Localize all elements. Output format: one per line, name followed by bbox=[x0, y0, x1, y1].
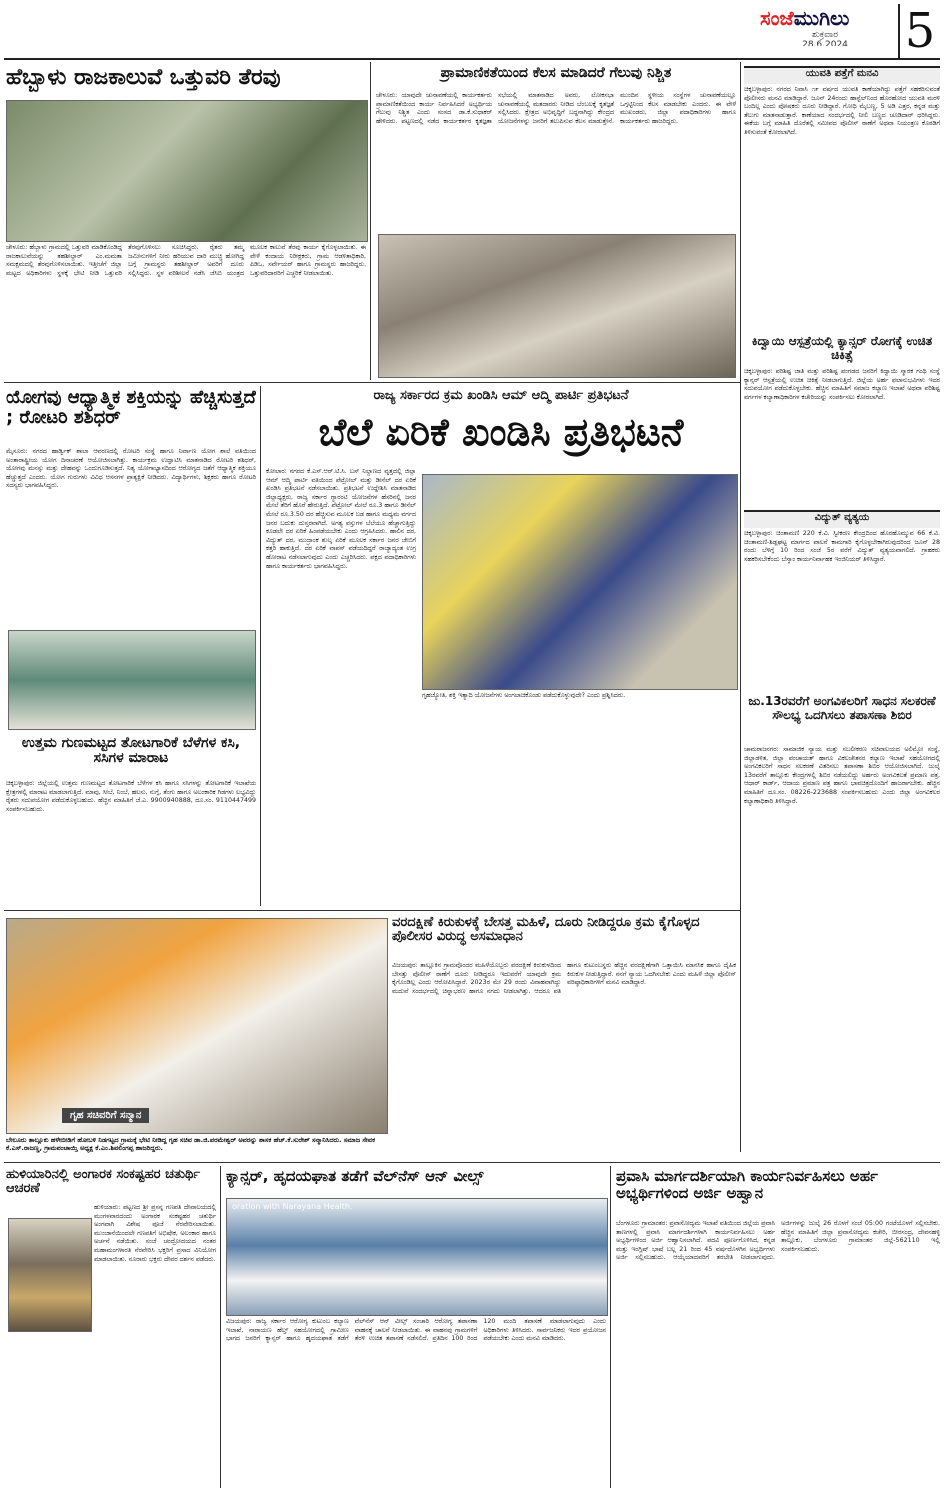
headline-totagarike: ಉತ್ತಮ ಗುಣಮಟ್ಟದ ತೋಟಗಾರಿಕೆ ಬೆಳೆಗಳ ಕಸಿ, ಸಸಿಗಳ ಮಾರಾಟ bbox=[21, 736, 241, 767]
headline-shibira: ಜು.13ರವರೆಗೆ ಅಂಗವಿಕಲರಿಗೆ ಸಾಧನ ಸಲಕರಣೆ ಸೌಲಭ್ಯ ಒದಗಿಸಲು ತಪಾಸಣಾ ಶಿಬಿರ bbox=[748, 694, 936, 722]
photo-aap-rally bbox=[422, 474, 738, 690]
photo-home-minister-felicitation bbox=[6, 918, 388, 1134]
photo-jcb-canal bbox=[6, 100, 368, 242]
photo-ganapati-idol bbox=[8, 1218, 92, 1332]
page-number: 5 bbox=[898, 4, 940, 58]
section-rule bbox=[4, 382, 740, 383]
section-rule bbox=[4, 910, 740, 911]
caption-griha-sachiva: ಬೇಲೂರು ತಾಲ್ಲೂಕು ಹಳೇಬೀಡಿಗೆ ಹೋಬಳಿ ನಿಡಗಟ್ಟದ ಗ್ರಾಮಕ್ಕೆ ಭೇಟಿ ನೀಡಿದ್ದ ಗೃಹ ಸಚಿವ ಡಾ.ಜಿ.ಪರಮೇಶ್ವರ್ ಅವರನ್ನು ಶಾಸಕ ಹೆಚ್.ಕೆ.ಸುರೇಶ್ ಸನ್ಮಾನಿಸಿದರು. ಸಮಾಜ ಸೇವಕ ಕೆ.ಎಸ್.ರಾಜಣ್ಣ, ಗ್ರಾಮಪಂಚಾಯ್ತಿ ಅಧ್ಯಕ್ಷ ಕೆ.ಎಂ.ಶಿವಲಿಂಗಪ್ಪ ಹಾಜರಿದ್ದರು. bbox=[6, 1136, 376, 1152]
article-wellness-body: ವಿಜಯಪುರ: ರಾಜ್ಯ ಸರ್ಕಾರ ಆರೋಗ್ಯ ಕುಟುಂಬ ಕಲ್ಯಾಣ ಇಲಾಖೆ, ನಾರಾಯಣ ಹೆಲ್ತ್ ಸಹಯೋಗದಲ್ಲಿ ಗ್ರಾಮೀಣ ಭಾಗದ ಜನರಿಗೆ ಕ್ಯಾನ್ಸರ್ ಹಾಗೂ ಹೃದಯಘಾತ ತಡೆಗೆ ವೆಲ್‌ನೆಸ್ ಆನ್ ವೀಲ್ಸ್ ಸಂಚಾರಿ ಆರೋಗ್ಯ ತಪಾಸಣಾ ವಾಹನಕ್ಕೆ ಚಾಲನೆ ನೀಡಲಾಯಿತು. ಈ ವಾಹನವು ಗ್ರಾಮಗಳಿಗೆ ತೆರಳಿ ಉಚಿತ ತಪಾಸಣೆ ನಡೆಸಲಿದೆ. ಪ್ರತಿದಿನ 100 ರಿಂದ 120 ಮಂದಿ ತಪಾಸಣೆ ಮಾಡಲಾಗುವುದು ಎಂದು ಅಧಿಕಾರಿಗಳು ತಿಳಿಸಿದರು. ಸಾರ್ವಜನಿಕರು ಇದರ ಪ್ರಯೋಜನ ಪಡೆಯಬೇಕು ಎಂದು ಮನವಿ ಮಾಡಿದರು. bbox=[226, 1318, 606, 1343]
headline-yoga: ಯೋಗವು ಆಧ್ಯಾತ್ಮಿಕ ಶಕ್ತಿಯನ್ನು ಹೆಚ್ಚಿಸುತ್ತದೆ ; ರೋಟರಿ ಶಶಿಧರ್ bbox=[6, 388, 256, 428]
article-pramanikate-body: ಚೇಳೂರು: ಯಾವುದೇ ಚುನಾವಣೆಯಲ್ಲಿ ಕಾರ್ಯಕರ್ತರು ಪ್ರಾಮಾಣಿಕತೆಯಿಂದ ಕಾರ್ಯ ನಿರ್ವಹಿಸಿದರೆ ಅಭ್ಯರ್ಥಿಯ ಗೆಲುವು ನಿಶ್ಚಿತ ಎಂದು ಸಂಸದ ಡಾ.ಕೆ.ಸುಧಾಕರ್ ಹೇಳಿದರು. ಪಟ್ಟಣದಲ್ಲಿ ನಡೆದ ಕಾರ್ಯಕರ್ತರ ಕೃತಜ್ಞತಾ ಸಭೆಯಲ್ಲಿ ಮಾತನಾಡಿದ ಅವರು, ಲೋಕಸಭಾ ಚುನಾವಣೆಯಲ್ಲಿ ಮತದಾರರು ನೀಡಿದ ಬೆಂಬಲಕ್ಕೆ ಕೃತಜ್ಞತೆ ಸಲ್ಲಿಸಿದರು. ಕ್ಷೇತ್ರದ ಅಭಿವೃದ್ಧಿಗೆ ಬದ್ಧನಾಗಿದ್ದು ಕೇಂದ್ರದ ಯೋಜನೆಗಳನ್ನು ಜನರಿಗೆ ತಲುಪಿಸುವ ಕೆಲಸ ಮಾಡುತ್ತೇನೆ. ಮುಂದಿನ ಸ್ಥಳೀಯ ಸಂಸ್ಥೆಗಳ ಚುನಾವಣೆಯಲ್ಲೂ ಒಗ್ಗಟ್ಟಿನಿಂದ ಕೆಲಸ ಮಾಡಬೇಕು ಎಂದರು. ಈ ವೇಳೆ ಮುಖಂಡರು, ಜಿಲ್ಲಾ ಪದಾಧಿಕಾರಿಗಳು ಹಾಗೂ ಕಾರ್ಯಕರ್ತರು ಹಾಜರಿದ್ದರು. bbox=[376, 92, 736, 125]
article-bele-erike-caption: ಗೃಹಜ್ಯೋತಿ, ಶಕ್ತಿ ಇತ್ಯಾದಿ ಯೋಜನೆಗಳು ಅಂಗಲಾಚಿಕೊಂಡು ಪಡೆದುಕೊಳ್ಳುವುದೇ? ಎಂದು ಪ್ರಶ್ನಿಸಿದರು. bbox=[422, 692, 626, 699]
photo-tag-griha-sachiva: ಗೃಹ ಸಚಿವರಿಗೆ ಸನ್ಮಾನ bbox=[62, 1108, 149, 1123]
headline-pravasi: ಪ್ರವಾಸಿ ಮಾರ್ಗದರ್ಶಿಯಾಗಿ ಕಾರ್ಯನಿರ್ವಹಿಸಲು ಅರ್ಹ ಅಭ್ಯರ್ಥಿಗಳಿಂದ ಅರ್ಜಿ ಅಹ್ವಾನ bbox=[616, 1168, 878, 1202]
article-huliyar-body: ಹುಳಿಯಾರು: ಪಟ್ಟಣದ ಶ್ರೀ ಪ್ರಸನ್ನ ಗಣಪತಿ ದೇವಾಲಯದಲ್ಲಿ ಮಂಗಳವಾರದಂದು ಅಂಗಾರಕ ಸಂಕಷ್ಟಹರ ಚತುರ್ಥಿ ಅಂಗವಾಗಿ ವಿಶೇಷ ಪೂಜೆ ನೆರವೇರಿಸಲಾಯಿತು. ಮುಂಜಾನೆಯಿಂದಲೇ ಗಣಪತಿಗೆ ಅಭಿಷೇಕ, ಅಲಂಕಾರ ಹಾಗೂ ಅರ್ಚನೆ ನಡೆಯಿತು. ಸಂಜೆ ಚಂದ್ರೋದಯದ ನಂತರ ಮಹಾಮಂಗಳಾರತಿ ನೆರವೇರಿಸಿ ಭಕ್ತರಿಗೆ ಪ್ರಸಾದ ವಿನಿಯೋಗ ಮಾಡಲಾಯಿತು. ನೂರಾರು ಭಕ್ತರು ದೇವರ ದರ್ಶನ ಪಡೆದರು. bbox=[94, 1204, 216, 1263]
headline-varadakshine: ವರದಕ್ಷಿಣೆ ಕಿರುಕುಳಕ್ಕೆ ಬೇಸತ್ತ ಮಹಿಳೆ, ದೂರು ನೀಡಿದ್ದರೂ ಕ್ರಮ ಕೈಗೊಳ್ಳದ ಪೊಲೀಸರ ವಿರುದ್ಧ ಅಸಮಾಧಾನ bbox=[392, 916, 700, 945]
article-totagarike-body: ಚಿಕ್ಕಬಳ್ಳಾಪುರ: ಜಿಲ್ಲೆಯಲ್ಲಿ ಉತ್ತಮ ಗುಣಮಟ್ಟದ ತೋಟಗಾರಿಕೆ ಬೆಳೆಗಳ ಕಸಿ ಹಾಗೂ ಸಸಿಗಳನ್ನು ತೋಟಗಾರಿಕೆ ಇಲಾಖೆಯ ಕ್ಷೇತ್ರಗಳಲ್ಲಿ ಮಾರಾಟ ಮಾಡಲಾಗುತ್ತಿದೆ. ಮಾವು, ಸೀಬೆ, ನಿಂಬೆ, ಹಲಸು, ನುಗ್ಗೆ, ತೆಂಗು ಹಾಗೂ ಅಲಂಕಾರಿಕ ಗಿಡಗಳು ಲಭ್ಯವಿದ್ದು ರೈತರು ಸದುಪಯೋಗ ಪಡೆದುಕೊಳ್ಳಬಹುದು. ಹೆಚ್ಚಿನ ಮಾಹಿತಿಗೆ ಜೆ.ಎ. 9900940888, ದೂ.ಸಂ. 9110447499 ಸಂಪರ್ಕಿಸಬಹುದು. bbox=[6, 780, 256, 813]
article-kidwai-body: ಚಿಕ್ಕಬಳ್ಳಾಪುರ: ಪರಿಶಿಷ್ಟ ಜಾತಿ ಮತ್ತು ಪರಿಶಿಷ್ಟ ಪಂಗಡದ ಜನರಿಗೆ ಕಿದ್ವಾಯಿ ಸ್ಮಾರಕ ಗಂಥಿ ಸಂಸ್ಥೆ ಕ್ಯಾನ್ಸರ್ ಆಸ್ಪತ್ರೆಯಲ್ಲಿ ಉಚಿತ ಚಿಕಿತ್ಸೆ ನೀಡಲಾಗುತ್ತಿದೆ. ಜಿಲ್ಲೆಯ ಅರ್ಹ ಫಲಾನುಭವಿಗಳು ಇದರ ಸದುಪಯೋಗ ಪಡೆದುಕೊಳ್ಳಬೇಕು. ಹೆಚ್ಚಿನ ಮಾಹಿತಿಗೆ ಸಮಾಜ ಕಲ್ಯಾಣ ಇಲಾಖೆ ಅಥವಾ ಪರಿಶಿಷ್ಟ ವರ್ಗಗಳ ಕಲ್ಯಾಣಾಧಿಕಾರಿಗಳ ಕಚೇರಿಯನ್ನು ಸಂಪರ್ಕಿಸಲು ಕೋರಲಾಗಿದೆ. bbox=[744, 368, 940, 401]
kicker-vidyut: ವಿದ್ಯುತ್ ವ್ಯತ್ಯಯ bbox=[744, 510, 940, 528]
article-vidyut-body: ಚಿಕ್ಕಬಳ್ಳಾಪುರ: ಚಿಂತಾಮಣಿ 220 ಕೆ.ವಿ. ಸ್ವೀಕರಣ ಕೇಂದ್ರದಿಂದ ಹೊರಹೊಮ್ಮುವ 66 ಕೆ.ವಿ. ಚಿಂತಾಮಣಿ-ಶಿಡ್ಲಘಟ್ಟ ಮಾರ್ಗದ ಪಾಲನೆ ಕಾಮಗಾರಿ ಕೈಗೊಳ್ಳಬೇಕಾಗಿರುವುದರಿಂದ ಜೂನ್ 28 ರಂದು ಬೆಳಿಗ್ಗೆ 10 ರಿಂದ ಸಂಜೆ 5ರ ವರೆಗೆ ವಿದ್ಯುತ್ ವ್ಯತ್ಯಯವಾಗಲಿದೆ. ಗ್ರಾಹಕರು ಸಹಕರಿಸಬೇಕೆಂದು ಬೆಸ್ಕಾಂ ಕಾರ್ಯನಿರ್ವಾಹಕ ಇಂಜಿನಿಯರ್ ತಿಳಿಸಿದ್ದಾರೆ. bbox=[744, 530, 940, 563]
headline-huliyar: ಹುಳಿಯಾರಿನಲ್ಲಿ ಅಂಗಾರಕ ಸಂಕಷ್ಟಹರ ಚತುರ್ಥಿ ಆಚರಣೆ bbox=[6, 1168, 201, 1197]
photo-yoga-class bbox=[8, 630, 256, 730]
headline-wellness: ಕ್ಯಾನ್ಸರ್, ಹೃದಯಘಾತ ತಡೆಗೆ ವೆಲ್‌ನೆಸ್ ಆನ್ ವೀಲ್ಸ್ bbox=[226, 1168, 484, 1185]
article-varadakshine-body: ವಿಜಯಪುರ: ತಾಲ್ಲೂಕಿನ ಗ್ರಾಮವೊಂದರ ಮಹಿಳೆಯೊಬ್ಬರು ವರದಕ್ಷಿಣೆ ಕಿರುಕುಳದಿಂದ ಬೇಸತ್ತು ಪೊಲೀಸ್ ಠಾಣೆಗೆ ದೂರು ನೀಡಿದ್ದರೂ ಇದುವರೆಗೆ ಯಾವುದೇ ಕ್ರಮ ಕೈಗೊಂಡಿಲ್ಲ ಎಂದು ಆರೋಪಿಸಿದ್ದಾರೆ. 2023ರ ಮೇ 29 ರಂದು ವಿವಾಹವಾಗಿದ್ದು ಮದುವೆ ಸಂದರ್ಭದಲ್ಲಿ ಚಿನ್ನಾಭರಣ ಹಾಗೂ ನಗದು ನೀಡಲಾಗಿತ್ತು. ಆದರೂ ಪತಿ ಹಾಗೂ ಕುಟುಂಬಸ್ಥರು ಹೆಚ್ಚಿನ ವರದಕ್ಷಿಣೆಗಾಗಿ ಒತ್ತಾಯಿಸಿ ಮಾನಸಿಕ ಹಾಗೂ ದೈಹಿಕ ಕಿರುಕುಳ ನೀಡುತ್ತಿದ್ದಾರೆ. ನನಗೆ ನ್ಯಾಯ ಒದಗಿಸಬೇಕು ಎಂದು ಮಹಿಳೆ ಜಿಲ್ಲಾ ಪೊಲೀಸ್ ವರಿಷ್ಠಾಧಿಕಾರಿಗಳಿಗೆ ಮನವಿ ಮಾಡಿದ್ದಾರೆ. bbox=[392, 962, 736, 995]
headline-pramanikate: ಪ್ರಾಮಾಣಿಕತೆಯಿಂದ ಕೆಲಸ ಮಾಡಿದರೆ ಗೆಲುವು ನಿಶ್ಚಿತ bbox=[440, 66, 672, 81]
article-pravasi-body: ಬೆಂಗಳೂರು ಗ್ರಾಮಾಂತರ: ಪ್ರವಾಸೋದ್ಯಮ ಇಲಾಖೆ ವತಿಯಿಂದ ಜಿಲ್ಲೆಯ ಪ್ರವಾಸಿ ತಾಣಗಳಲ್ಲಿ ಪ್ರವಾಸಿ ಮಾರ್ಗದರ್ಶಿಗಳಾಗಿ ಕಾರ್ಯನಿರ್ವಹಿಸಲು ಅರ್ಹ ಅಭ್ಯರ್ಥಿಗಳಿಂದ ಅರ್ಜಿ ಆಹ್ವಾನಿಸಲಾಗಿದೆ. ಪದವಿ ಪೂರ್ಣಗೊಳಿಸಿದ, ಕನ್ನಡ ಮತ್ತು ಇಂಗ್ಲಿಷ್ ಭಾಷೆ ಬಲ್ಲ 21 ರಿಂದ 45 ವರ್ಷದೊಳಗಿನ ಅಭ್ಯರ್ಥಿಗಳು ಅರ್ಜಿ ಸಲ್ಲಿಸಬಹುದು. ಆಯ್ಕೆಯಾದವರಿಗೆ ತರಬೇತಿ ನೀಡಲಾಗುವುದು. ಅರ್ಜಿಗಳನ್ನು ಜುಲೈ 26 ರೊಳಗೆ ಸಂಜೆ 05:00 ಗಂಟೆಯೊಳಗೆ ಸಲ್ಲಿಸಬೇಕು. ಹೆಚ್ಚಿನ ಮಾಹಿತಿಗೆ ಜಿಲ್ಲಾ ಪ್ರವಾಸೋದ್ಯಮ ಕಚೇರಿ, ಬೀರಸಂದ್ರ, ದೇವನಹಳ್ಳಿ ತಾಲ್ಲೂಕು, ಬೆಂಗಳೂರು ಗ್ರಾಮಾಂತರ ಜಿಲ್ಲೆ-562110 ಇಲ್ಲಿ ಸಂಪರ್ಕಿಸಬಹುದು. bbox=[616, 1220, 940, 1262]
headline-kidwai: ಕಿದ್ವಾಯಿ ಆಸ್ಪತ್ರೆಯಲ್ಲಿ ಕ್ಯಾನ್ಸರ್ ರೋಗಕ್ಕೆ ಉಚಿತ ಚಿಕಿತ್ಸೆ bbox=[751, 334, 933, 362]
headline-bele-erike: ಬೆಲೆ ಏರಿಕೆ ಖಂಡಿಸಿ ಪ್ರತಿಭಟನೆ bbox=[318, 412, 684, 454]
column-divider bbox=[220, 1166, 221, 1488]
kicker-yuvati: ಯುವತಿ ಪತ್ತೆಗೆ ಮನವಿ bbox=[744, 66, 940, 84]
masthead-date: 28.6.2024 bbox=[802, 40, 848, 46]
column-divider bbox=[260, 386, 261, 906]
kicker-aap-protest: ರಾಜ್ಯ ಸರ್ಕಾರದ ಕ್ರಮ ಖಂಡಿಸಿ ಆಮ್ ಆದ್ಮಿ ಪಾರ್ಟಿ ಪ್ರತಿಭಟನೆ bbox=[373, 388, 629, 403]
masthead-weekday: ಶುಕ್ರವಾರ bbox=[812, 30, 838, 40]
article-shibira-body: ಚಾಮರಾಜನಗರ: ಸಾಮಾಜಿಕ ನ್ಯಾಯ ಮತ್ತು ಸಬಲೀಕರಣ ಸಚಿವಾಲಯದ ಅಲಿಮ್ಕೋ ಸಂಸ್ಥೆ, ಜಿಲ್ಲಾಡಳಿತ, ಜಿಲ್ಲಾ ಪಂಚಾಯತ್ ಹಾಗೂ ವಿಕಲಚೇತನರ ಕಲ್ಯಾಣ ಇಲಾಖೆ ಸಹಯೋಗದಲ್ಲಿ ಅಂಗವಿಕಲರಿಗೆ ಸಾಧನ ಸಲಕರಣೆ ವಿತರಿಸಲು ತಪಾಸಣಾ ಶಿಬಿರ ಆಯೋಜಿಸಲಾಗಿದೆ. ಜುಲೈ 13ರವರೆಗೆ ತಾಲ್ಲೂಕು ಕೇಂದ್ರಗಳಲ್ಲಿ ಶಿಬಿರ ನಡೆಯಲಿದ್ದು ಅರ್ಹರು ಅಂಗವಿಕಲತೆ ಪ್ರಮಾಣ ಪತ್ರ, ಆಧಾರ್ ಕಾರ್ಡ್, ಆದಾಯ ಪ್ರಮಾಣ ಪತ್ರ ಹಾಗೂ ಭಾವಚಿತ್ರದೊಂದಿಗೆ ಹಾಜರಾಗಬೇಕು. ಹೆಚ್ಚಿನ ಮಾಹಿತಿಗೆ ದೂ.ಸಂ. 08226-223688 ಸಂಪರ್ಕಿಸಬಹುದು ಎಂದು ಜಿಲ್ಲಾ ಅಂಗವಿಕಲರ ಕಲ್ಯಾಣಾಧಿಕಾರಿ ತಿಳಿಸಿದ್ದಾರೆ. bbox=[744, 746, 940, 805]
column-divider bbox=[610, 1166, 611, 1488]
article-bele-erike-body: ಕೋಲಾರ: ನಗರದ ಕೆ.ಎಸ್.ಆರ್.ಟಿ.ಸಿ. ಬಸ್ ನಿಲ್ದಾಣದ ವೃತ್ತದಲ್ಲಿ ಜಿಲ್ಲಾ ಆಮ್ ಆದ್ಮಿ ಪಾರ್ಟಿ ವತಿಯಿಂದ ಪೆಟ್ರೋಲ್ ಮತ್ತು ಡೀಸೆಲ್ ದರ ಏರಿಕೆ ಖಂಡಿಸಿ ಪ್ರತಿಭಟನೆ ನಡೆಸಲಾಯಿತು. ಪ್ರತಿಭಟನೆ ಉದ್ದೇಶಿಸಿ ಮಾತನಾಡಿದ ಜಿಲ್ಲಾಧ್ಯಕ್ಷರು, ರಾಜ್ಯ ಸರ್ಕಾರ ಗ್ಯಾರಂಟಿ ಯೋಜನೆಗಳ ಹೆಸರಿನಲ್ಲಿ ಜನರ ಮೇಲೆ ತೆರಿಗೆ ಹೊರೆ ಹೇರುತ್ತಿದೆ. ಪೆಟ್ರೋಲ್ ಮೇಲೆ ರೂ.3 ಹಾಗೂ ಡೀಸೆಲ್ ಮೇಲೆ ರೂ.3.50 ದರ ಹೆಚ್ಚಿಸುವ ಮೂಲಕ ಬಡ ಹಾಗೂ ಮಧ್ಯಮ ವರ್ಗದ ಜನರ ಬದುಕು ದುಸ್ತರವಾಗಿದೆ. ಅಗತ್ಯ ವಸ್ತುಗಳ ಬೆಲೆಯೂ ಹೆಚ್ಚಾಗುತ್ತಿದ್ದು ಕೂಡಲೇ ದರ ಏರಿಕೆ ಹಿಂಪಡೆಯಬೇಕು ಎಂದು ಆಗ್ರಹಿಸಿದರು. ಹಾಲಿನ ದರ, ವಿದ್ಯುತ್ ದರ, ಮುದ್ರಾಂಕ ಶುಲ್ಕ ಏರಿಕೆ ಮೂಲಕ ಸರ್ಕಾರ ಜನರ ಜೇಬಿಗೆ ಕತ್ತರಿ ಹಾಕುತ್ತಿದೆ. ದರ ಏರಿಕೆ ವಾಪಸ್ ಪಡೆಯದಿದ್ದರೆ ರಾಜ್ಯಾದ್ಯಂತ ಉಗ್ರ ಹೋರಾಟ ನಡೆಸಲಾಗುವುದು ಎಂದು ಎಚ್ಚರಿಸಿದರು. ಪಕ್ಷದ ಪದಾಧಿಕಾರಿಗಳು ಹಾಗೂ ಕಾರ್ಯಕರ್ತರು ಭಾಗವಹಿಸಿದ್ದರು. bbox=[266, 468, 416, 570]
headline-hebbalu: ಹೆಬ್ಬಾಳು ರಾಜಕಾಲುವೆ ಒತ್ತುವರಿ ತೆರವು bbox=[6, 66, 281, 90]
article-yuvati-body: ಚಿಕ್ಕಬಳ್ಳಾಪುರ: ನಗರದ ನಿವಾಸಿ ೧೯ ವರ್ಷದ ಯುವತಿ ಕಾಣೆಯಾಗಿದ್ದು ಪತ್ತೆಗೆ ಸಹಕರಿಸುವಂತೆ ಪೊಲೀಸರು ಮನವಿ ಮಾಡಿದ್ದಾರೆ. ಜೂನ್ 24ರಂದು ಹಾಸ್ಟೆಲ್‌ನಿಂದ ಹೊರಹೋದ ಯುವತಿ ಮರಳಿ ಬಂದಿಲ್ಲ ಎಂದು ಪೋಷಕರು ದೂರು ನೀಡಿದ್ದಾರೆ. ಗೋಧಿ ಮೈಬಣ್ಣ, 5 ಅಡಿ ಎತ್ತರ, ಕನ್ನಡ ಮತ್ತು ತೆಲುಗು ಮಾತನಾಡುತ್ತಾರೆ. ಕಾಣೆಯಾದ ಸಂದರ್ಭದಲ್ಲಿ ನೀಲಿ ಬಣ್ಣದ ಚೂಡಿದಾರ್ ಧರಿಸಿದ್ದರು. ಈಕೆಯ ಬಗ್ಗೆ ಮಾಹಿತಿ ದೊರೆತಲ್ಲಿ ಸಮೀಪದ ಪೊಲೀಸ್ ಠಾಣೆಗೆ ಅಥವಾ ನಿಯಂತ್ರಣ ಕೊಠಡಿಗೆ ತಿಳಿಸುವಂತೆ ಕೋರಲಾಗಿದೆ. bbox=[744, 86, 940, 136]
brand-sanje: ಸಂಜೆ bbox=[760, 6, 794, 30]
article-yoga-body: ಮೈಸೂರು: ನಗರದ ಹಾರ್ಡ್ವಿಕ್ ಶಾಲಾ ಆವರಣದಲ್ಲಿ ರೋಟರಿ ಸಂಸ್ಥೆ ಹಾಗೂ ನಿರ್ವಾಣ ಯೋಗ ಶಾಲೆ ವತಿಯಿಂದ ಅಂತಾರಾಷ್ಟ್ರೀಯ ಯೋಗ ದಿನಾಚರಣೆ ಆಯೋಜಿಸಲಾಗಿತ್ತು. ಕಾರ್ಯಕ್ರಮ ಉದ್ಘಾಟಿಸಿ ಮಾತನಾಡಿದ ರೋಟರಿ ಶಶಿಧರ್, ಯೋಗವು ಮನಸ್ಸು ಮತ್ತು ದೇಹವನ್ನು ಒಂದುಗೂಡಿಸುತ್ತದೆ. ನಿತ್ಯ ಯೋಗಾಭ್ಯಾಸದಿಂದ ಆರೋಗ್ಯದ ಜತೆಗೆ ಆಧ್ಯಾತ್ಮಿಕ ಶಕ್ತಿಯೂ ಹೆಚ್ಚುತ್ತದೆ ಎಂದರು. ಯೋಗ ಗುರುಗಳು ವಿವಿಧ ಆಸನಗಳ ಪ್ರಾತ್ಯಕ್ಷಿಕೆ ನೀಡಿದರು. ವಿದ್ಯಾರ್ಥಿಗಳು, ಶಿಕ್ಷಕರು ಹಾಗೂ ರೋಟರಿ ಸದಸ್ಯರು ಭಾಗವಹಿಸಿದ್ದರು. bbox=[6, 448, 256, 490]
column-divider bbox=[740, 62, 741, 1152]
masthead-rule bbox=[4, 58, 940, 60]
photo-wellness-van bbox=[226, 1198, 608, 1316]
section-rule bbox=[4, 1162, 940, 1163]
brand-mugilu: ಮುಗಿಲು bbox=[793, 6, 850, 30]
article-hebbalu-body: ಚೇಳೂರು: ಹೆಬ್ಬಾಳು ಗ್ರಾಮದಲ್ಲಿ ಒತ್ತುವರಿ ಮಾಡಿಕೊಂಡಿದ್ದ ರಾಜಕಾಲುವೆಯನ್ನು ತಹಶೀಲ್ದಾರ್ ಎಂ.ಮಮತಾ ಸಮಕ್ಷಮದಲ್ಲಿ ತೆರವುಗೊಳಿಸಲಾಯಿತು. ಇತ್ತೀಚೆಗೆ ಜಿಲ್ಲಾ ಮಟ್ಟದ ಅಧಿಕಾರಿಗಳು ಸ್ಥಳಕ್ಕೆ ಭೇಟಿ ನೀಡಿ ಒತ್ತುವರಿ ತೆರವುಗೊಳಿಸಲು ಸೂಚಿಸಿದ್ದರು. ರೈತರು ತಮ್ಮ ಜಮೀನುಗಳಿಗೆ ನೀರು ಹರಿಯುವ ದಾರಿ ಮುಚ್ಚಿ ಹೋಗಿದ್ದ ಬಗ್ಗೆ ಗ್ರಾಮಸ್ಥರು ತಹಶೀಲ್ದಾರ್ ಅವರಿಗೆ ದೂರು ಸಲ್ಲಿಸಿದ್ದರು. ಸ್ಥಳ ಪರಿಶೀಲನೆ ನಡೆಸಿ ಜೆಸಿಬಿ ಯಂತ್ರದ ಮೂಲಕ ಕಾಲುವೆ ತೆರವು ಕಾರ್ಯ ಕೈಗೊಳ್ಳಲಾಯಿತು. ಈ ವೇಳೆ ಕಂದಾಯ ನಿರೀಕ್ಷಕರು, ಗ್ರಾಮ ಆಡಳಿತಾಧಿಕಾರಿ, ಪಿಡಿಒ, ಸರ್ವೇಯರ್ ಹಾಗೂ ಗ್ರಾಮಸ್ಥರು ಹಾಜರಿದ್ದರು. ಒತ್ತುವರಿದಾರರಿಗೆ ಎಚ್ಚರಿಕೆ ನೀಡಲಾಯಿತು. bbox=[6, 244, 366, 277]
masthead-logo bbox=[760, 6, 890, 46]
column-divider bbox=[370, 62, 371, 380]
photo-meeting bbox=[378, 234, 736, 378]
photo-wellness-text: oration with Narayana Health. bbox=[232, 1202, 353, 1211]
